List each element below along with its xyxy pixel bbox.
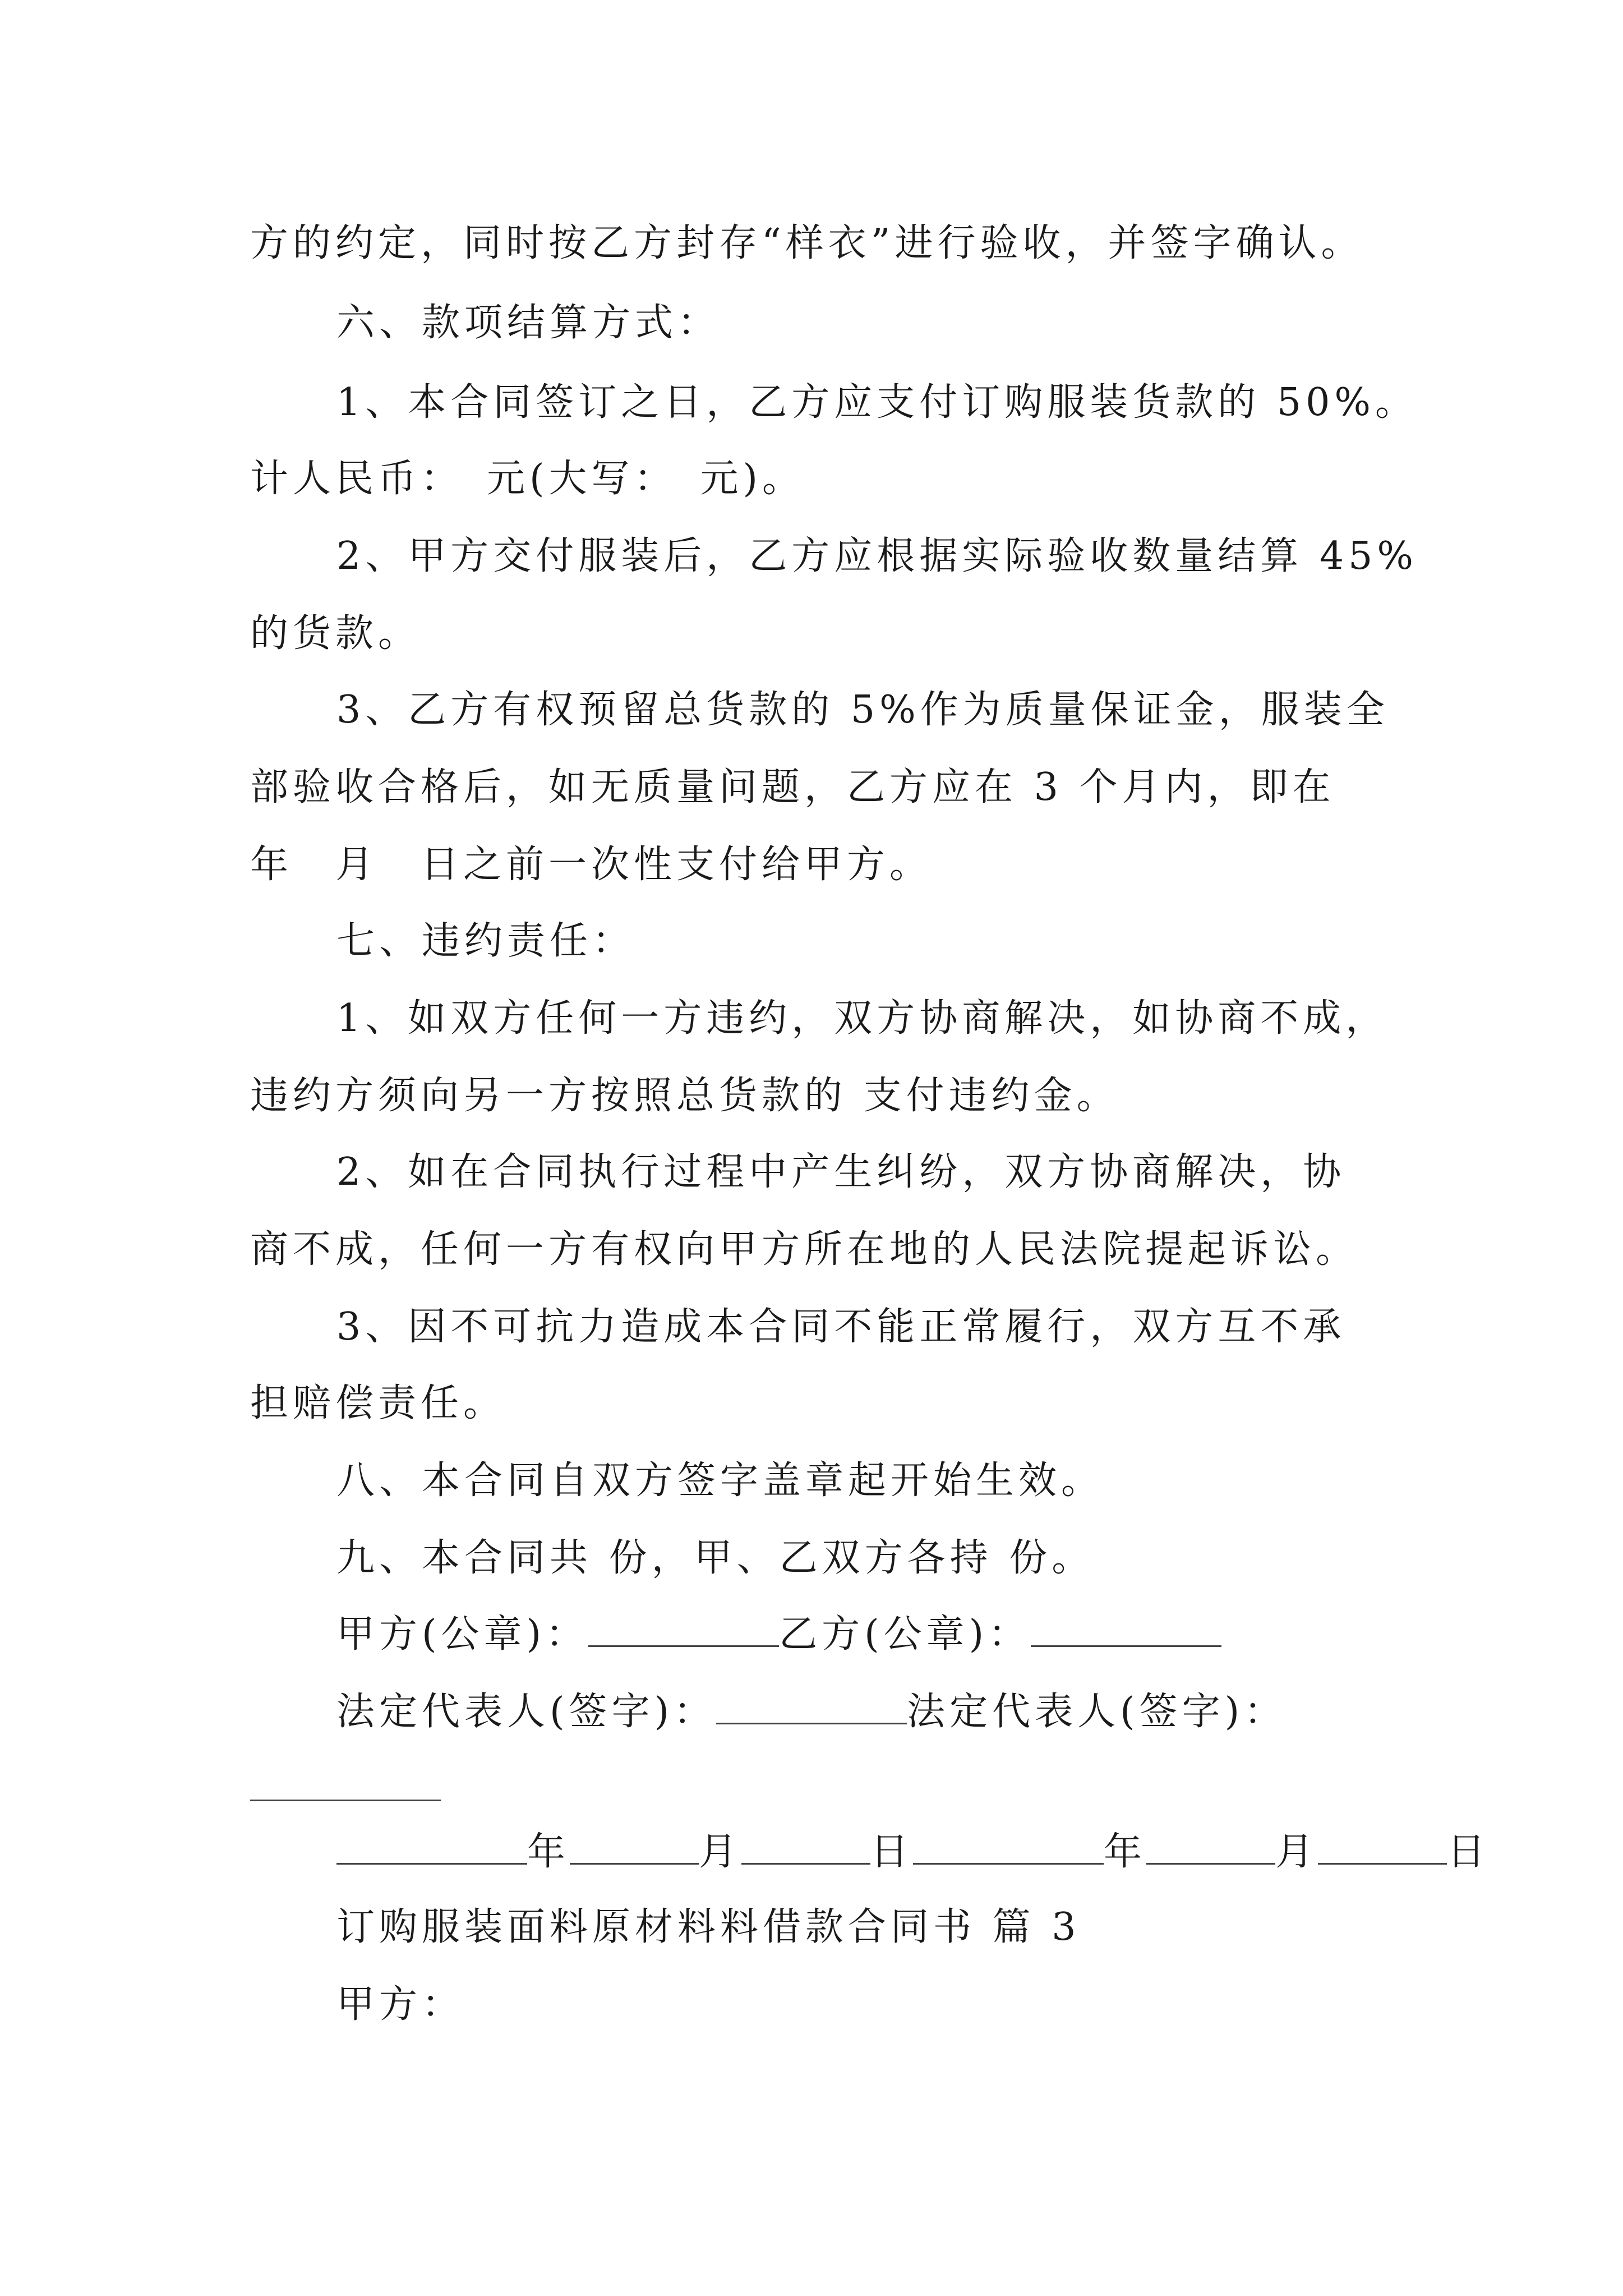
paragraph-line: 2、甲方交付服装后，乙方应根据实际验收数量结算 45% [336, 534, 1418, 578]
paragraph-line: 违约方须向另一方按照总货款的 支付违约金。 [250, 1074, 1119, 1118]
party-a-seal-blank [588, 1612, 779, 1647]
day-label-b: 日 [1447, 1830, 1490, 1874]
year-label-b: 年 [1104, 1830, 1147, 1874]
paragraph-line: 八、本合同自双方签字盖章起开始生效。 [336, 1458, 1104, 1503]
paragraph-line: 商不成，任何一方有权向甲方所在地的人民法院提起诉讼。 [250, 1227, 1359, 1272]
paragraph-line: 方的约定，同时按乙方封存“样衣”进行验收，并签字确认。 [250, 221, 1364, 265]
paragraph-line: 1、本合同签订之日，乙方应支付订购服装货款的 50%。 [336, 380, 1418, 425]
paragraph-line: 的货款。 [250, 611, 421, 656]
paragraph-line: 1、如双方任何一方违约，双方协商解决，如协商不成， [336, 996, 1389, 1041]
section-heading: 七、违约责任： [336, 919, 635, 963]
year-label-a: 年 [527, 1830, 570, 1874]
month-label-a: 月 [699, 1830, 742, 1874]
rep-a-blank [716, 1689, 907, 1724]
paragraph-line: 年 月 日之前一次性支付给甲方。 [250, 843, 933, 887]
party-b-seal-label: 乙方(公章)： [779, 1612, 1031, 1657]
year-blank-b [913, 1829, 1104, 1865]
representative-line [336, 1685, 1520, 1739]
month-label-b: 月 [1275, 1830, 1318, 1874]
date-line [336, 1825, 1520, 1879]
section-title: 订购服装面料原材料料借款合同书 篇 3 [336, 1905, 1081, 1949]
day-blank-a [741, 1829, 870, 1865]
paragraph-line: 担赔偿责任。 [250, 1381, 506, 1425]
day-blank-b [1318, 1829, 1447, 1865]
month-blank-b [1146, 1829, 1275, 1865]
day-label-a: 日 [870, 1830, 914, 1874]
paragraph-line: 3、乙方有权预留总货款的 5%作为质量保证金，服装全 [336, 688, 1389, 732]
paragraph-line: 2、如在合同执行过程中产生纠纷，双方协商解决，协 [336, 1150, 1346, 1194]
rep-b-label: 法定代表人(签字)： [907, 1690, 1287, 1734]
rep-b-signature-blank [250, 1800, 441, 1801]
paragraph-line: 九、本合同共 份，甲、乙双方各持 份。 [336, 1536, 1095, 1580]
rep-a-label: 法定代表人(签字)： [336, 1690, 717, 1734]
paragraph-line: 3、因不可抗力造成本合同不能正常履行，双方互不承 [336, 1305, 1346, 1349]
seal-line [336, 1608, 1520, 1662]
year-blank-a [336, 1829, 527, 1865]
month-blank-a [570, 1829, 699, 1865]
party-a-seal-label: 甲方(公章)： [336, 1612, 589, 1657]
paragraph-line: 部验收合格后，如无质量问题，乙方应在 3 个月内，即在 [250, 765, 1335, 809]
party-b-seal-blank [1031, 1612, 1221, 1647]
paragraph-line: 计人民币： 元(大写： 元)。 [250, 457, 805, 501]
section-heading: 六、款项结算方式： [336, 301, 721, 345]
party-a-label: 甲方： [336, 1982, 465, 2027]
